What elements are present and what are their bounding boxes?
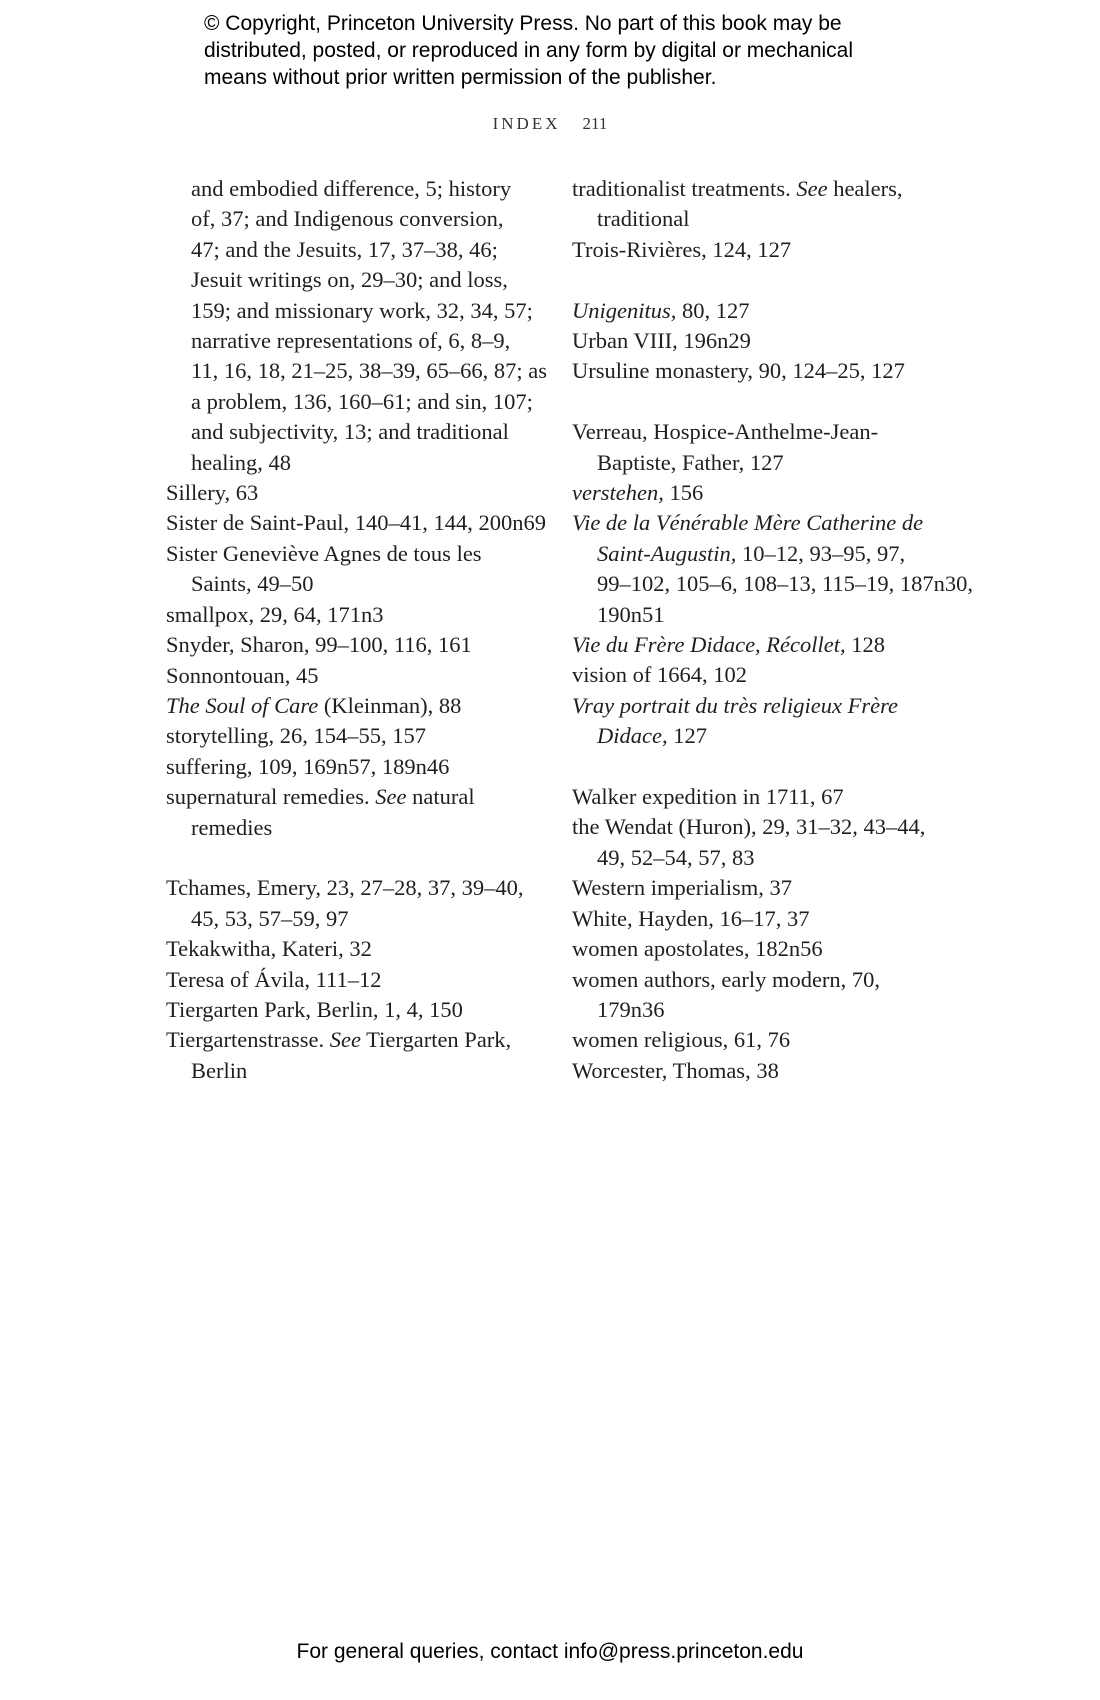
index-entry: Trois-Rivières, 124, 127	[572, 236, 792, 262]
entry-line: Berlin	[191, 1057, 248, 1083]
index-entry: Ursuline monastery, 90, 124–25, 127	[572, 358, 905, 384]
book-title: verstehen,	[572, 480, 664, 506]
index-entry: Snyder, Sharon, 99–100, 116, 161	[166, 632, 472, 658]
book-title: Vray portrait du très religieux Frère	[572, 692, 898, 718]
entry-line: Tchames, Emery, 23, 27–28, 37, 39–40,	[166, 875, 524, 901]
entry-line: narrative representations of, 6, 8–9,	[191, 328, 511, 354]
copyright-line: means without prior written permission of the publisher.	[204, 66, 717, 89]
entry-text: Tiergarten Park,	[360, 1027, 512, 1053]
entry-line: traditional	[597, 206, 690, 232]
entry-line: 49, 52–54, 57, 83	[597, 844, 755, 870]
entry-text: 127	[667, 723, 707, 749]
book-title: Vie de la Vénérable Mère Catherine de	[572, 510, 924, 536]
letter-gap	[572, 265, 942, 295]
entry-text: 10–12, 93–95, 97,	[736, 540, 906, 566]
index-entry	[572, 508, 974, 630]
index-entry	[166, 174, 548, 478]
entry-text: traditionalist treatments.	[572, 176, 797, 201]
letter-gap	[572, 387, 942, 417]
index-entry: women religious, 61, 76	[572, 1027, 791, 1053]
entry-line: 99–102, 105–6, 108–13, 115–19, 187n30,	[597, 571, 974, 597]
entry-text: 128	[845, 632, 886, 658]
copyright-notice	[204, 10, 924, 91]
see-reference: See	[329, 1027, 361, 1053]
index-entry	[572, 630, 942, 660]
entry-line	[597, 721, 942, 751]
see-reference: See	[375, 784, 407, 810]
running-head-title: INDEX	[492, 114, 561, 133]
index-entry: smallpox, 29, 64, 171n3	[166, 601, 384, 627]
index-entry	[572, 812, 942, 873]
entry-line: the Wendat (Huron), 29, 31–32, 43–44,	[572, 814, 926, 840]
entry-line: and subjectivity, 13; and traditional	[191, 419, 509, 445]
entry-line: Saints, 49–50	[191, 571, 314, 597]
index-entry: Teresa of Ávila, 111–12	[166, 966, 382, 992]
entry-text: natural	[406, 784, 475, 810]
index-column-right	[572, 174, 974, 1086]
entry-line: and embodied difference, 5; history	[191, 176, 512, 201]
index-entry: Sister de Saint-Paul, 140–41, 144, 200n69	[166, 510, 546, 536]
index-entry	[166, 782, 541, 843]
copyright-line: © Copyright, Princeton University Press. No part of this book may be	[204, 12, 842, 35]
entry-line: 179n36	[597, 996, 665, 1022]
entry-line: 45, 53, 57–59, 97	[191, 905, 349, 931]
index-entry: Western imperialism, 37	[572, 875, 793, 901]
see-reference: See	[796, 176, 828, 201]
entry-line: remedies	[191, 814, 273, 840]
copyright-line: distributed, posted, or reproduced in any form by digital or mechanical	[204, 39, 854, 62]
entry-text: Tiergartenstrasse.	[166, 1027, 330, 1053]
running-head	[0, 114, 1100, 134]
entry-text: 156	[663, 480, 704, 506]
entry-line: 47; and the Jesuits, 17, 37–38, 46;	[191, 236, 498, 262]
entry-line: 11, 16, 18, 21–25, 38–39, 65–66, 87; as	[191, 358, 548, 384]
entry-line: Baptiste, Father, 127	[597, 449, 784, 475]
index-entry: White, Hayden, 16–17, 37	[572, 905, 810, 931]
entry-line	[597, 539, 942, 569]
index-entry	[166, 691, 541, 721]
book-title: Vie du Frère Didace, Récollet,	[572, 632, 846, 658]
index-entry	[166, 1025, 541, 1086]
index-entry	[166, 873, 541, 934]
index-entry	[572, 691, 942, 752]
book-title: Didace,	[597, 723, 668, 749]
entry-line: Verreau, Hospice-Anthelme-Jean-	[572, 419, 879, 445]
letter-gap	[572, 752, 942, 782]
footer-contact: For general queries, contact info@press.princeton.edu	[296, 1640, 804, 1663]
book-title: The Soul of Care	[166, 692, 319, 718]
page-number: 211	[582, 114, 608, 133]
index-entry: vision of 1664, 102	[572, 662, 748, 688]
index-entry: Walker expedition in 1711, 67	[572, 784, 844, 810]
entry-line: 159; and missionary work, 32, 34, 57;	[191, 297, 533, 323]
index-entry	[572, 478, 942, 508]
index-entry: Urban VIII, 196n29	[572, 328, 751, 354]
index-entry: Tekakwitha, Kateri, 32	[166, 936, 372, 962]
entry-line: healing, 48	[191, 449, 291, 475]
entry-text: healers,	[827, 176, 903, 201]
index-entry: women apostolates, 182n56	[572, 936, 823, 962]
index-entry: Worcester, Thomas, 38	[572, 1057, 779, 1083]
index-entry: Tiergarten Park, Berlin, 1, 4, 150	[166, 996, 463, 1022]
entry-line: 190n51	[597, 601, 665, 627]
entry-line: women authors, early modern, 70,	[572, 966, 881, 992]
index-column-left	[166, 174, 548, 1086]
index-entry	[166, 539, 541, 600]
entry-text: supernatural remedies.	[166, 784, 376, 810]
letter-gap	[166, 843, 541, 873]
index-entry	[572, 965, 942, 1026]
entry-line: Sister Geneviève Agnes de tous les	[166, 540, 482, 566]
entry-line: a problem, 136, 160–61; and sin, 107;	[191, 388, 533, 414]
index-entry: suffering, 109, 169n57, 189n46	[166, 753, 450, 779]
entry-line: Jesuit writings on, 29–30; and loss,	[191, 267, 508, 293]
entry-text: (Kleinman), 88	[318, 692, 462, 718]
book-title: Unigenitus,	[572, 297, 677, 323]
index-entry: Sonnontouan, 45	[166, 662, 319, 688]
index-entry	[572, 174, 942, 235]
index-entry: storytelling, 26, 154–55, 157	[166, 723, 426, 749]
entry-line: of, 37; and Indigenous conversion,	[191, 206, 504, 232]
index-entry	[572, 296, 942, 326]
book-title: Saint-Augustin,	[597, 540, 737, 566]
entry-text: 80, 127	[676, 297, 750, 323]
index-entry	[572, 417, 942, 478]
index-entry: Sillery, 63	[166, 480, 259, 506]
